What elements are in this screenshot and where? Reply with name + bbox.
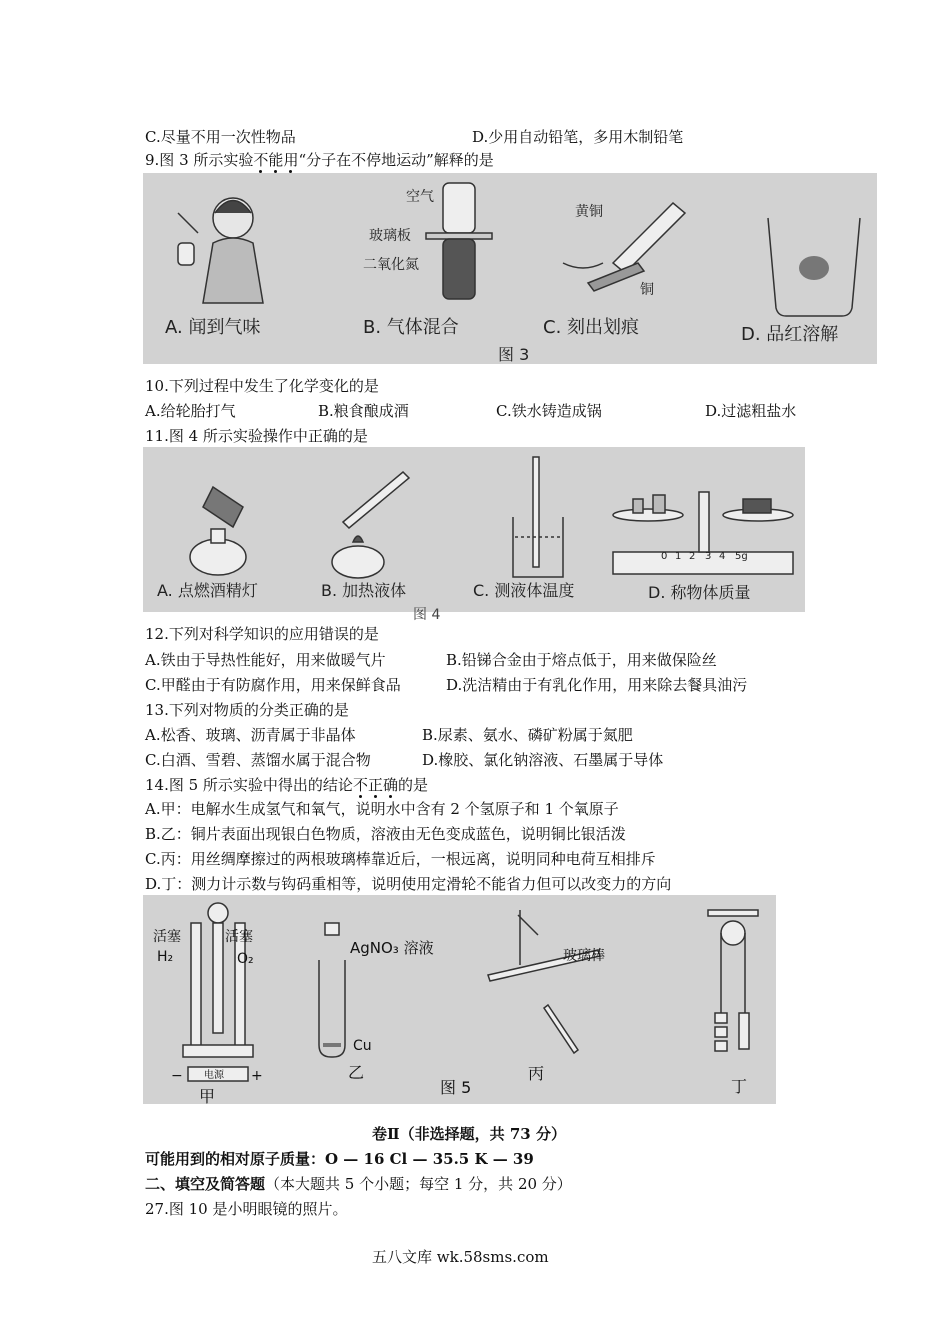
atomic-mass-line: 可能用到的相对原子质量：O — 16 Cl — 35.5 K — 39 [145, 1150, 534, 1168]
q9-emphasis-2: 能 [268, 151, 284, 169]
q10-option-d: D.过滤粗盐水 [705, 402, 797, 420]
section-title: 二、填空及简答题 [145, 1175, 266, 1193]
q11-stem: 11.图 4 所示实验操作中正确的是 [145, 427, 368, 445]
figure-5 [143, 895, 776, 1104]
scale-tick-5: 5g [735, 551, 748, 562]
q9-emphasis-1: 不 [253, 151, 269, 169]
figure-4-alcohol-lamp-a [190, 487, 246, 575]
q12-option-b: B.铅锑合金由于熔点低于，用来做保险丝 [446, 651, 717, 669]
figure-5-glass-rods [488, 910, 600, 1053]
fig4-option-b: B. 加热液体 [321, 581, 407, 600]
label-air: 空气 [406, 189, 434, 205]
fig3-option-d: D. 品红溶解 [741, 324, 839, 345]
q27-stem: 27.图 10 是小明眼镜的照片。 [145, 1200, 348, 1218]
label-plus: + [251, 1068, 263, 1084]
q10-option-b: B.粮食酿成酒 [318, 402, 409, 420]
q8-option-c: C.尽量不用一次性物品 [145, 128, 296, 146]
label-h2: H₂ [157, 949, 174, 965]
part2-title: 卷Ⅱ（非选择题，共 73 分） [372, 1125, 566, 1143]
label-copper: 铜 [640, 282, 654, 298]
label-glass-plate: 玻璃板 [369, 228, 411, 244]
figure-4-heating-tube-b [332, 472, 409, 578]
label-cu: Cu [353, 1038, 372, 1054]
fig4-option-a: A. 点燃酒精灯 [157, 581, 258, 600]
q9-emphasis-3: 用 [283, 151, 299, 169]
q10-stem: 10.下列过程中发生了化学变化的是 [145, 377, 379, 395]
q9-stem-post: “分子在不停地运动”解释的是 [298, 151, 494, 169]
q8-option-d: D.少用自动铅笔，多用木制铅笔 [472, 128, 684, 146]
q14-stem-post: 的是 [397, 776, 428, 794]
q12-option-c: C.甲醛由于有防腐作用，用来保鲜食品 [145, 676, 401, 694]
q14-emphasis-3: 确 [382, 776, 398, 794]
figure-4-thermometer-beaker-c [513, 457, 563, 577]
q14-option-d: D.丁：测力计示数与钩码重相等，说明使用定滑轮不能省力但可以改变力的方向 [145, 875, 672, 893]
footer-watermark: 五八文库 wk.58sms.com [372, 1248, 549, 1266]
label-power: 电源 [204, 1070, 224, 1081]
label-valve-left: 活塞 [153, 929, 181, 945]
fig3-option-c: C. 刻出划痕 [543, 317, 640, 338]
label-agno3: AgNO₃ 溶液 [350, 939, 434, 957]
fig3-option-b: B. 气体混合 [363, 317, 459, 338]
label-o2: O₂ [237, 951, 254, 967]
figure-5-pulley [708, 910, 758, 1051]
fig4-option-c: C. 测液体温度 [473, 581, 575, 600]
q9-stem-pre: 9.图 3 所示实验 [145, 151, 254, 169]
figure-3-gas-mixing-apparatus [426, 183, 492, 299]
part-bing: 丙 [528, 1064, 545, 1083]
label-brass: 黄铜 [575, 204, 603, 220]
label-no2: 二氧化氮 [363, 257, 419, 273]
q12-option-a: A.铁由于导热性能好，用来做暖气片 [145, 651, 386, 669]
section-heading [145, 1174, 572, 1194]
fig3-caption: 图 3 [498, 345, 530, 364]
figure-4-balance-d [613, 492, 793, 574]
fig4-option-d: D. 称物体质量 [648, 583, 751, 602]
label-valve-right: 活塞 [225, 929, 253, 945]
q13-option-a: A.松香、玻璃、沥青属于非晶体 [145, 726, 356, 744]
figure-4 [143, 447, 805, 623]
q14-emphasis-2: 正 [367, 776, 383, 794]
q9-stem [145, 150, 494, 170]
q13-option-c: C.白酒、雪碧、蒸馏水属于混合物 [145, 751, 371, 769]
figure-3-child-illustration [178, 198, 263, 303]
q13-stem: 13.下列对物质的分类正确的是 [145, 701, 349, 719]
q12-stem: 12.下列对科学知识的应用错误的是 [145, 625, 379, 643]
q13-option-b: B.尿素、氨水、磷矿粉属于氮肥 [422, 726, 633, 744]
label-glass-rod: 玻璃棒 [563, 948, 605, 964]
q10-option-c: C.铁水铸造成锅 [496, 402, 602, 420]
scale-tick-1: 1 [675, 551, 682, 562]
q13-option-d: D.橡胶、氯化钠溶液、石墨属于导体 [422, 751, 664, 769]
fig3-option-a: A. 闻到气味 [165, 317, 261, 338]
figure-3 [143, 173, 877, 364]
scale-tick-2: 2 [689, 551, 696, 562]
fig4-caption: 图 4 [413, 607, 441, 623]
q14-stem [145, 775, 428, 795]
section-note: （本大题共 5 个小题；每空 1 分，共 20 分） [265, 1175, 572, 1193]
q12-option-d: D.洗洁精由于有乳化作用，用来除去餐具油污 [446, 676, 748, 694]
part-jia: 甲 [199, 1087, 216, 1106]
q14-option-b: B.乙：铜片表面出现银白色物质，溶液由无色变成蓝色，说明铜比银活泼 [145, 825, 626, 843]
scale-tick-3: 3 [705, 551, 712, 562]
q14-emphasis-1: 不 [352, 776, 368, 794]
fig5-caption: 图 5 [440, 1078, 472, 1097]
q10-option-a: A.给轮胎打气 [145, 402, 236, 420]
q14-option-a: A.甲：电解水生成氢气和氧气，说明水中含有 2 个氢原子和 1 个氧原子 [145, 800, 619, 818]
part-yi: 乙 [348, 1063, 365, 1082]
scale-tick-0: 0 [661, 551, 668, 562]
q14-option-c: C.丙：用丝绸摩擦过的两根玻璃棒靠近后，一根远离，说明同种电荷互相排斥 [145, 850, 656, 868]
q14-stem-pre: 14.图 5 所示实验中得出的结论 [145, 776, 353, 794]
scale-tick-4: 4 [719, 551, 726, 562]
label-minus: − [171, 1068, 183, 1084]
figure-5-test-tube [319, 923, 345, 1057]
part-ding: 丁 [731, 1077, 748, 1096]
figure-3-beaker [768, 218, 860, 316]
